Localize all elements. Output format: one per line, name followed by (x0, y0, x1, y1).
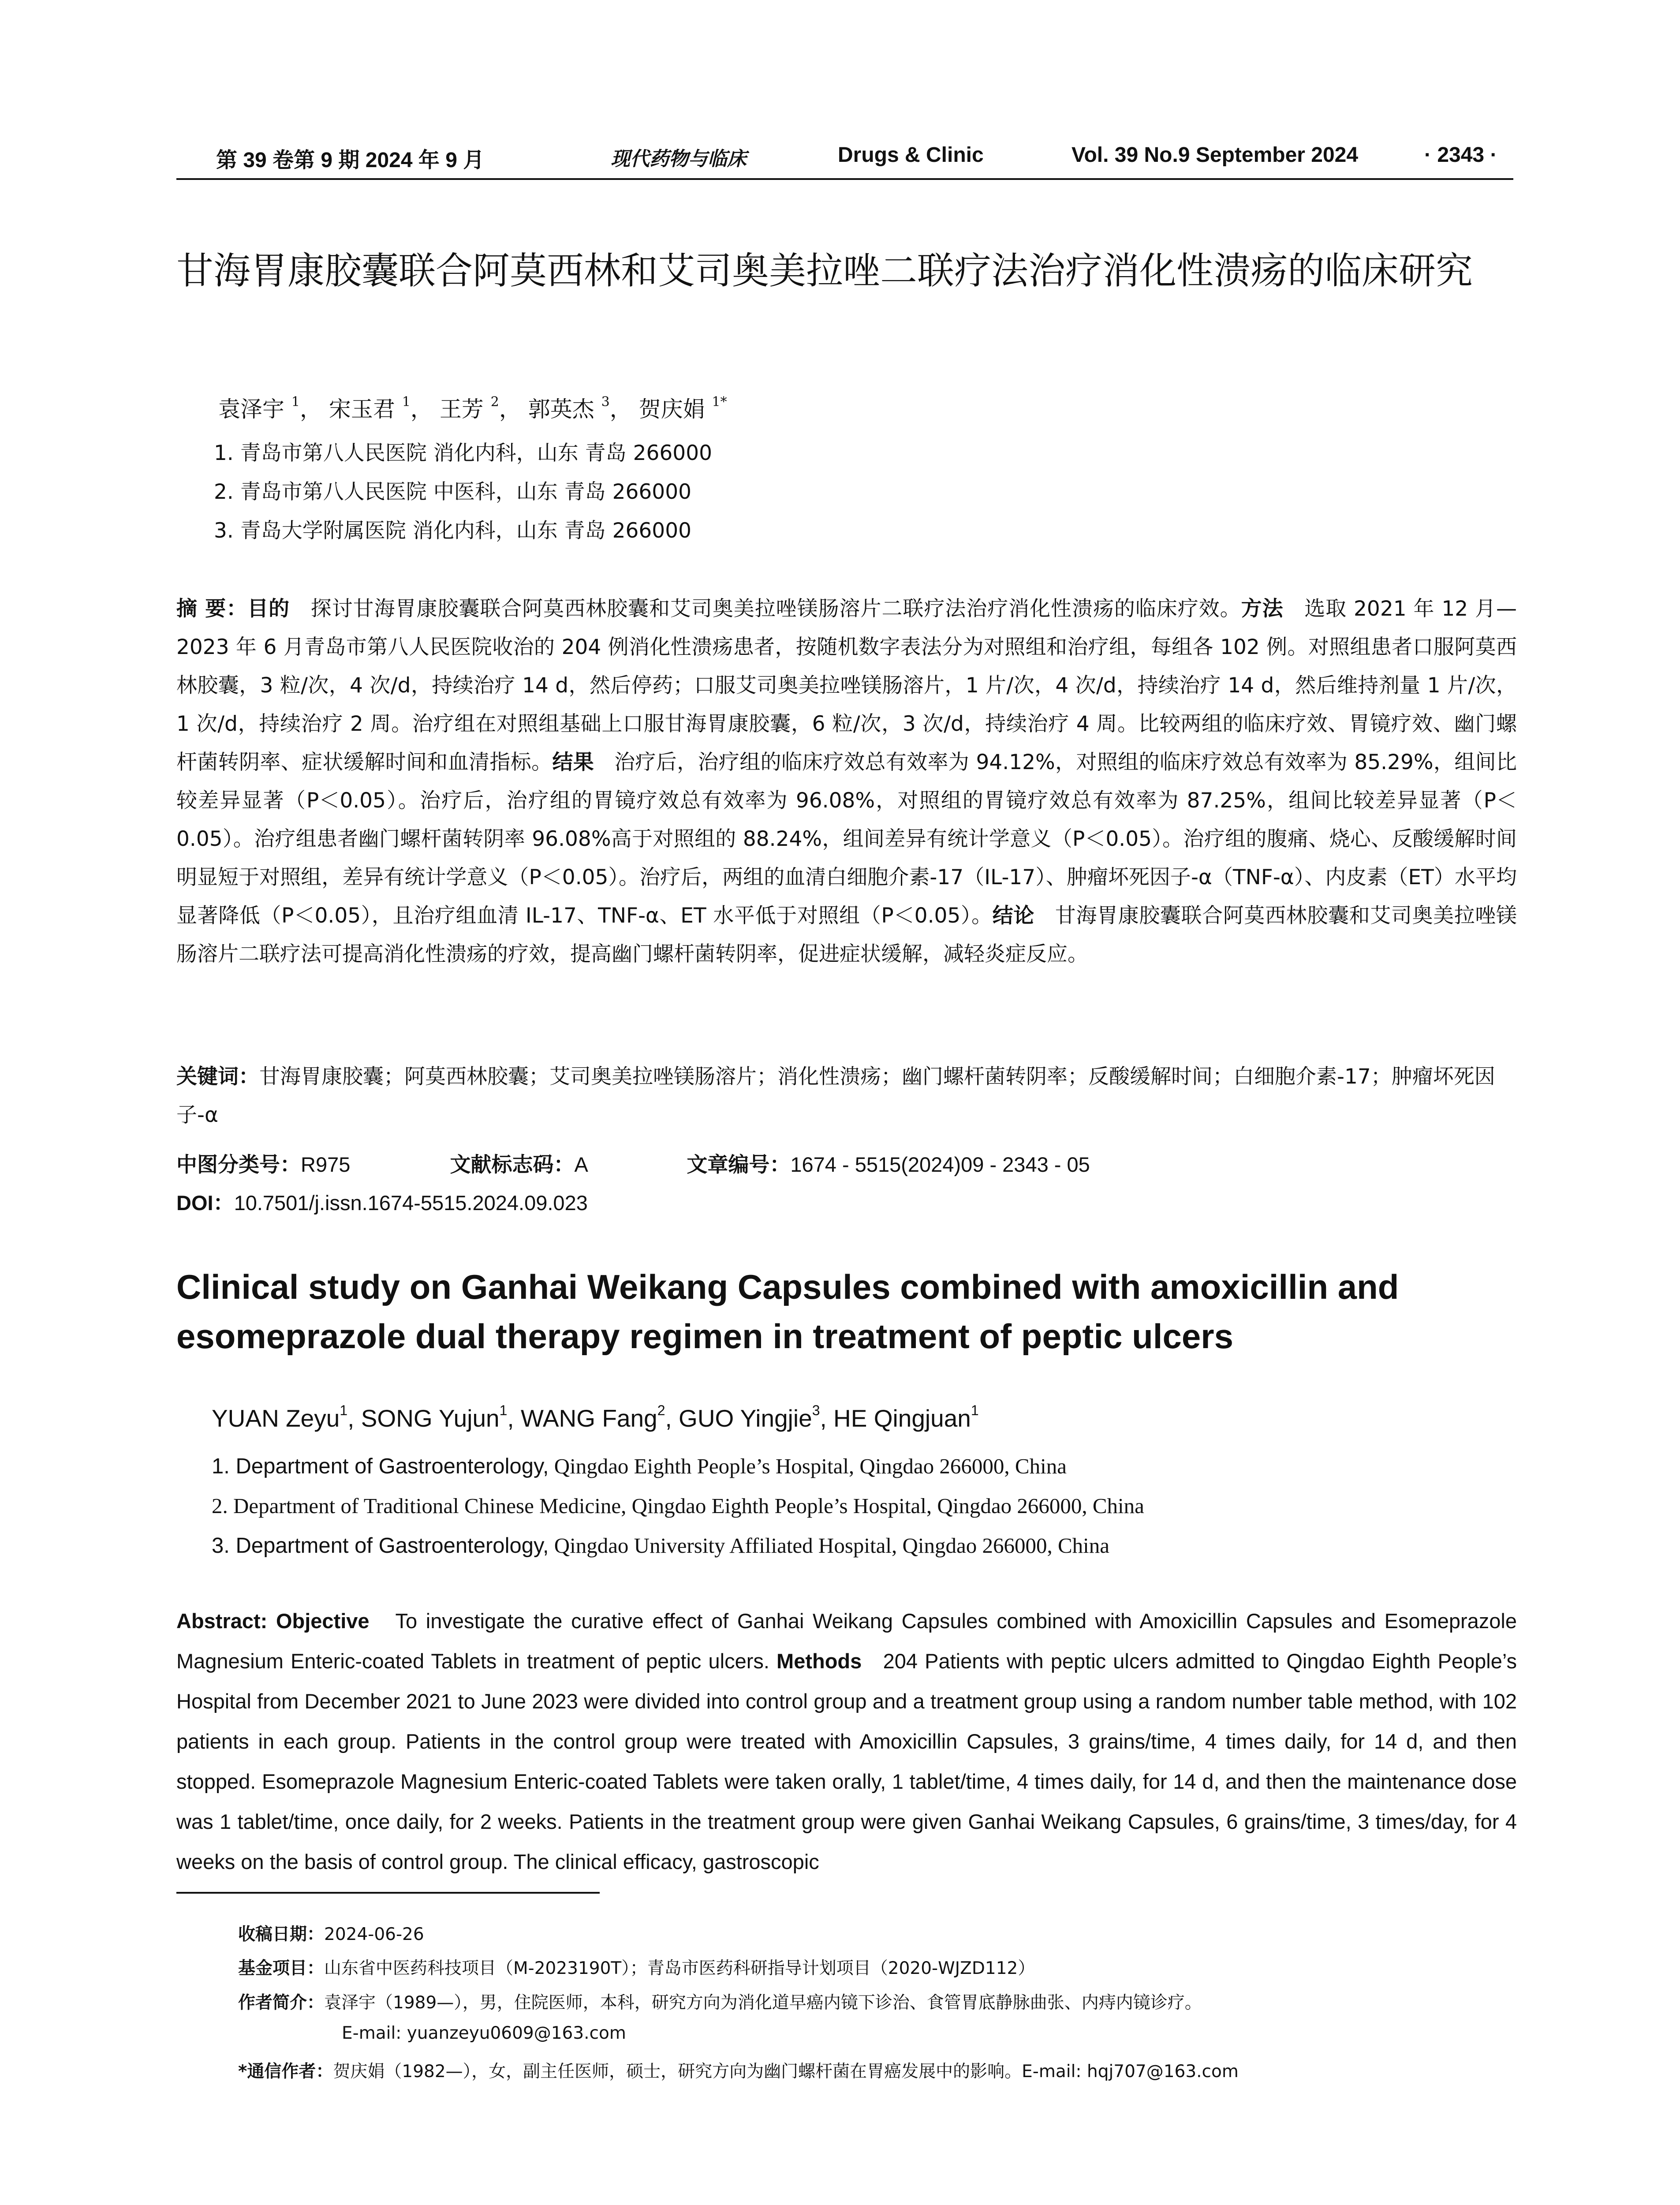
fund-text: 山东省中医药科技项目（M-2023190T）；青岛市医药科研指导计划项目（2020-WJZD112） (324, 1958, 1035, 1978)
header-rule (176, 178, 1513, 180)
affiliation-institution: Qingdao University Affiliated Hospital, Qingdao 266000, China (549, 1533, 1110, 1558)
affiliation-institution: Qingdao Eighth People’s Hospital, Qingdao 266000, China (549, 1454, 1067, 1478)
clc-value: R975 (301, 1153, 351, 1176)
classification-line (176, 1148, 1090, 1178)
author-cn: 王芳 (439, 396, 484, 422)
author-affiliation-mark: 1 (499, 1402, 508, 1418)
objective-label-cn: 目的 (247, 597, 290, 621)
footnote-label: 作者简介： (238, 1993, 325, 2013)
author-affiliation-mark: 1 (291, 394, 300, 410)
affiliation-institution: Qingdao Eighth People’s Hospital, Qingdao 266000, China (626, 1494, 1144, 1518)
abstract-cn (176, 590, 1517, 973)
authors-cn: 袁泽宇 $^1$， 宋玉君 $^1$， 王芳 $^2$， 郭英杰 $^3$， 贺庆娟 $^{1*}$ (218, 394, 727, 422)
affiliation-en (212, 1454, 1067, 1479)
footnote-label: 收稿日期： (238, 1925, 325, 1944)
author-cn: 贺庆娟 (638, 396, 705, 422)
author-en: YUAN Zeyu (212, 1405, 340, 1432)
conclusion-text-cn: 甘海胃康胶囊联合阿莫西林胶囊和艾司奥美拉唑镁肠溶片二联疗法可提高消化性溃疡的疗效，提高幽门螺杆菌转阴率，促进症状缓解，减轻炎症反应。 (176, 904, 1517, 966)
doc-code-value: A (574, 1153, 587, 1176)
keywords-text: 甘海胃康胶囊；阿莫西林胶囊；艾司奥美拉唑镁肠溶片；消化性溃疡；幽门螺杆菌转阴率；反酸缓解时间；白细胞介素-17；肿瘤坏死因子-α (176, 1065, 1495, 1127)
affiliation-dept: 3. Department of Gastroenterology, (212, 1534, 549, 1558)
footnote-received (238, 1921, 424, 1945)
author-en: GUO Yingjie (679, 1405, 812, 1432)
author-affiliation-mark: 1 (402, 394, 411, 410)
abstract-label-cn: 摘 要： (176, 597, 248, 621)
affiliation-en (212, 1533, 1109, 1558)
affiliation-dept: 1. Department of Gastroenterology, (212, 1454, 549, 1478)
footnote-corresponding (238, 2058, 1239, 2082)
bio-text: 袁泽宇（1989—），男，住院医师，本科，研究方向为消化道早癌内镜下诊治、食管胃底静脉曲张、内痔内镜诊疗。 (324, 1993, 1202, 2013)
header-volume-en: Vol. 39 No.9 September 2024 (1071, 143, 1359, 167)
author-affiliation-mark: 2 (490, 394, 499, 410)
doc-code-label: 文献标志码： (450, 1153, 575, 1176)
article-number-value: 1674 - 5515(2024)09 - 2343 - 05 (790, 1153, 1090, 1176)
doi-value[interactable]: 10.7501/j.issn.1674-5515.2024.09.023 (234, 1191, 588, 1215)
footnote-label: *通信作者： (238, 2062, 333, 2082)
author-en: SONG Yujun (361, 1405, 500, 1432)
conclusion-label-cn: 结论 (992, 904, 1034, 928)
author-cn: 袁泽宇 (218, 396, 284, 422)
affiliation-cn: 1. 青岛市第八人民医院 消化内科，山东 青岛 266000 (214, 441, 713, 465)
author-affiliation-mark: 1 (340, 1402, 348, 1418)
footnote-rule (176, 1892, 600, 1894)
received-date: 2024-06-26 (324, 1925, 424, 1944)
article-number-label: 文章编号： (687, 1153, 791, 1176)
title-en: Clinical study on Ganhai Weikang Capsules combined with amoxicillin and esomeprazole dual therapy regimen in treatment of peptic ulcers (176, 1267, 1399, 1356)
author-affiliation-mark: 2 (657, 1402, 665, 1418)
author-affiliation-mark: 3 (601, 394, 610, 410)
header-journal-cn: 现代药物与临床 (611, 148, 747, 170)
corresponding-text: 贺庆娟（1982—），女，副主任医师，硕士，研究方向为幽门螺杆菌在胃癌发展中的影响。E-mail: hqj707@163.com (333, 2062, 1239, 2082)
abstract-en (176, 1601, 1517, 1882)
affiliation-en (212, 1493, 1144, 1518)
title-cn: 甘海胃康胶囊联合阿莫西林和艾司奥美拉唑二联疗法治疗消化性溃疡的临床研究 (176, 249, 1473, 292)
objective-label-en: Objective (276, 1609, 370, 1633)
authors-en: YUAN Zeyu$^1$, SONG Yujun$^1$, WANG Fang$^2$, GUO Yingjie$^3$, HE Qingjuan$^1$ (212, 1402, 979, 1432)
objective-text-cn: 探讨甘海胃康胶囊联合阿莫西林胶囊和艾司奥美拉唑镁肠溶片二联疗法治疗消化性溃疡的临床疗效。 (310, 597, 1241, 621)
methods-text-cn: 选取 2021 年 12 月—2023 年 6 月青岛市第八人民医院收治的 204 例消化性溃疡患者，按随机数字表法分为对照组和治疗组，每组各 102 例。对照组患者口服阿莫西林胶囊，3 粒/次，4 次/d，持续治疗 14 d，然后停药；口服艾司奥美拉唑镁肠溶片，1 片/次，4 次/d，持续治疗 14 d，然后维持剂量 1 片/次，1 次/d，持续治疗 2 周。治疗组在对照组基础上口服甘海胃康胶囊，6 粒/次，3 次/d，持续治疗 4 周。比较两组的临床疗效、胃镜疗效、幽门螺杆菌转阴率、症状缓解时间和血清指标。 (176, 597, 1517, 774)
footnote-fund (238, 1955, 1035, 1979)
author-affiliation-mark: 3 (812, 1402, 820, 1418)
header-journal-en: Drugs & Clinic (838, 143, 984, 167)
footnote-bio (238, 1989, 1202, 2014)
author-cn: 宋玉君 (329, 396, 395, 422)
author-cn: 郭英杰 (528, 396, 594, 422)
objective-text-en: To investigate the curative effect of Ganhai Weikang Capsules combined with Amoxicillin Capsules and Esomeprazole Magnesium Enteric-coated Tablets in treatment of peptic ulcers. (176, 1609, 1517, 1673)
author-affiliation-mark: 1 (971, 1402, 979, 1418)
affiliation-cn: 2. 青岛市第八人民医院 中医科，山东 青岛 266000 (214, 480, 692, 504)
abstract-label-en: Abstract: (176, 1609, 268, 1633)
header-page-number: · 2343 · (1424, 143, 1497, 167)
methods-label-cn: 方法 (1241, 597, 1284, 621)
doi-label: DOI： (176, 1191, 234, 1215)
author-en: HE Qingjuan (833, 1405, 971, 1432)
doi-line (176, 1187, 588, 1216)
results-label-cn: 结果 (552, 750, 594, 774)
footnote-label: 基金项目： (238, 1958, 325, 1978)
results-text-cn: 治疗后，治疗组的临床疗效总有效率为 94.12%，对照组的临床疗效总有效率为 85.29%，组间比较差异显著（P＜0.05）。治疗后，治疗组的胃镜疗效总有效率为 96.08%，对照组的胃镜疗效总有效率为 87.25%，组间比较差异显著（P＜0.05）。治疗组患者幽门螺杆菌转阴率 96.08%高于对照组的 88.24%，组间差异有统计学意义（P＜0.05）。治疗组的腹痛、烧心、反酸缓解时间明显短于对照组，差异有统计学意义（P＜0.05）。治疗后，两组的血清白细胞介素-17（IL-17）、肿瘤坏死因子-α（TNF-α）、内皮素（ET）水平均显著降低（P＜0.05），且治疗组血清 IL-17、TNF-α、ET 水平低于对照组（P＜0.05）。 (176, 750, 1517, 928)
header-volume-cn: 第 39 卷第 9 期 2024 年 9 月 (216, 149, 485, 172)
author-en: WANG Fang (520, 1405, 657, 1432)
keywords-label: 关键词： (176, 1065, 259, 1089)
clc-label: 中图分类号： (176, 1153, 301, 1176)
author-affiliation-mark: 1* (712, 394, 727, 410)
methods-label-en: Methods (777, 1649, 862, 1673)
methods-text-en: 204 Patients with peptic ulcers admitted to Qingdao Eighth People’s Hospital from December 2021 to June 2023 were divided into control group and a treatment group using a random number table method, with 102 patients in each group. Patients in the control group were treated with Amoxicillin Capsules, 3 grains/time, 4 times daily, for 14 d, and then stopped. Esomeprazole Magnesium Enteric-coated Tablets were taken orally, 1 tablet/time, 4 times daily, for 14 d, and then the maintenance dose was 1 tablet/time, once daily, for 2 weeks. Patients in the treatment group were given Ganhai Weikang Capsules, 6 grains/time, 3 times/day, for 4 weeks on the basis of control group. The clinical efficacy, gastroscopic (176, 1649, 1517, 1873)
affiliation-cn: 3. 青岛大学附属医院 消化内科，山东 青岛 266000 (214, 519, 692, 543)
footnote-bio-email[interactable]: E-mail: yuanzeyu0609@163.com (342, 2023, 626, 2043)
running-header (176, 140, 1513, 180)
keywords-cn (176, 1058, 1517, 1134)
affiliation-dept: 2. Department of Traditional Chinese Medicine, (212, 1494, 627, 1518)
